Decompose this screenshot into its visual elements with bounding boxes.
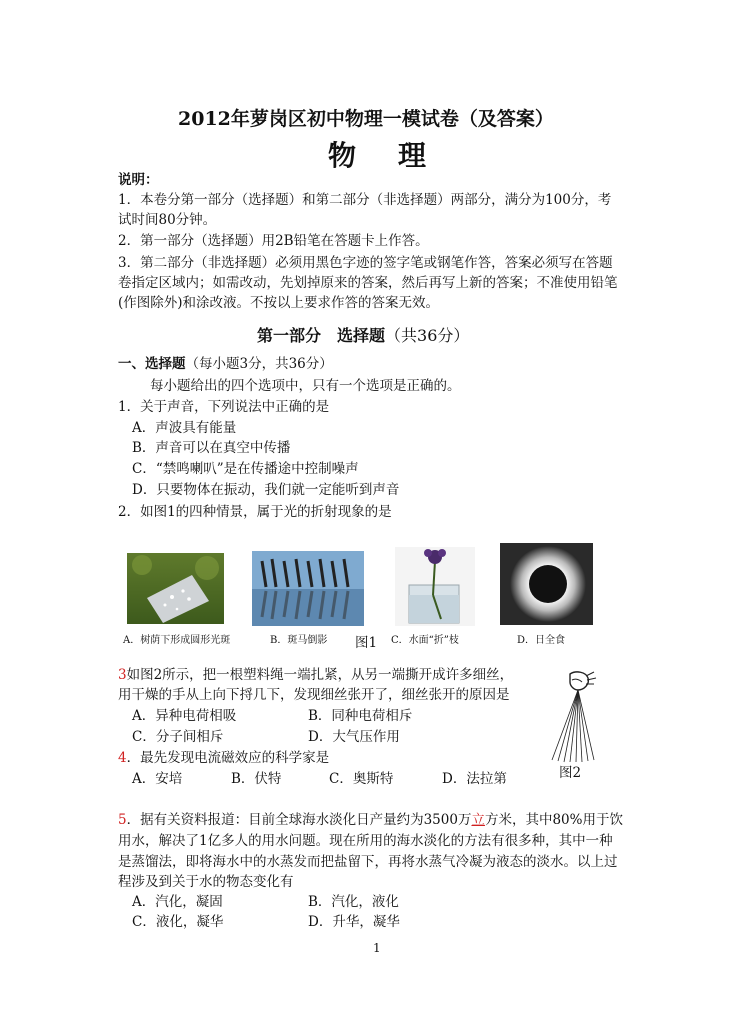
section1-instruction: 每小题给出的四个选项中，只有一个选项是正确的。 bbox=[150, 378, 461, 394]
q3-stem-1 bbox=[118, 665, 513, 685]
q5-stem-3: 是蒸馏法，即将海水中的水蒸发而把盐留下，再将水蒸气冷凝为液态的淡水。以上过 bbox=[118, 854, 618, 870]
section1-heading bbox=[118, 354, 333, 374]
section1-label: 一、选择题 bbox=[118, 356, 186, 372]
q5-stem-1 bbox=[118, 810, 623, 830]
figure1-bent-stick-image bbox=[395, 547, 475, 626]
q5-stem-2: 用水，解决了1亿多人的用水问题。现在所用的海水淡化的方法有很多种，其中一种 bbox=[118, 833, 613, 849]
q1-option-c: C．“禁鸣喇叭”是在传播途中控制噪声 bbox=[132, 461, 359, 477]
subject-char-1: 物 bbox=[328, 139, 357, 172]
q3-option-b: B．同种电荷相斥 bbox=[308, 708, 413, 724]
q2-stem: 2．如图1的四种情景，属于光的折射现象的是 bbox=[118, 504, 392, 520]
q5-stem-text-b: 方米，其中80%用于饮 bbox=[484, 812, 623, 828]
q1-option-b: B．声音可以在真空中传播 bbox=[132, 440, 291, 456]
q5-stem-4: 程涉及到关于水的物态变化有 bbox=[118, 874, 294, 890]
q3-stem-text: 如图2所示，把一根塑料绳一端扎紧，从另一端撕开成许多细丝， bbox=[126, 667, 514, 683]
notes-line-3c: (作图除外)和涂改液。不按以上要求作答的答案无效。 bbox=[118, 295, 440, 311]
part1-title: 第一部分 选择题 bbox=[257, 326, 386, 345]
q3-option-c: C．分子间相斥 bbox=[132, 729, 224, 745]
q4-option-d: D．法拉第 bbox=[442, 771, 507, 787]
part1-score: （共36分） bbox=[385, 326, 470, 345]
q5-option-b: B．汽化，液化 bbox=[308, 894, 399, 910]
figure1-caption-a: A．树荫下形成圆形光斑 bbox=[123, 635, 231, 646]
q5-option-c: C．液化，凝华 bbox=[132, 914, 224, 930]
figure2-plastic-strands-image bbox=[550, 668, 610, 764]
q3-number: 3 bbox=[118, 667, 127, 683]
notes-line-1: 1．本卷分第一部分（选择题）和第二部分（非选择题）两部分，满分为100分，考 bbox=[118, 192, 612, 208]
notes-heading: 说明： bbox=[118, 172, 159, 188]
q5-stem-red-char: 立 bbox=[471, 812, 485, 828]
q4-stem bbox=[118, 748, 329, 768]
page-number: 1 bbox=[373, 941, 381, 955]
subject-char-2: 理 bbox=[398, 139, 427, 172]
notes-line-3: 3．第二部分（非选择题）必须用黑色字迹的签字笔或钢笔作答，答案必须写在答题 bbox=[118, 255, 613, 271]
figure1-label: 图1 bbox=[355, 635, 378, 651]
figure1-solar-eclipse-image bbox=[500, 543, 593, 625]
q3-option-d: D．大气压作用 bbox=[308, 729, 400, 745]
q4-option-c: C．奥斯特 bbox=[329, 771, 394, 787]
q4-stem-text: ．最先发现电流磁效应的科学家是 bbox=[126, 750, 330, 766]
figure2-label: 图2 bbox=[559, 765, 582, 781]
q5-option-a: A．汽化，凝固 bbox=[132, 894, 223, 910]
figure1-caption-d: D．日全食 bbox=[517, 635, 566, 646]
q5-option-d: D．升华，凝华 bbox=[308, 914, 400, 930]
notes-line-1b: 试时间80分钟。 bbox=[118, 212, 217, 228]
q3-option-a: A．异种电荷相吸 bbox=[132, 708, 237, 724]
figure1-zebra-reflection-image bbox=[252, 551, 364, 626]
q1-stem: 1．关于声音，下列说法中正确的是 bbox=[118, 399, 330, 415]
q3-stem-2: 用干燥的手从上向下捋几下，发现细丝张开了，细丝张开的原因是 bbox=[118, 687, 510, 703]
figure1-caption-b: B．斑马倒影 bbox=[270, 635, 328, 646]
notes-line-2: 2．第一部分（选择题）用2B铅笔在答题卡上作答。 bbox=[118, 233, 429, 249]
page-title: 2012年萝岗区初中物理一模试卷（及答案） bbox=[178, 108, 554, 130]
part1-heading bbox=[257, 323, 469, 346]
notes-line-3b: 卷指定区域内；如需改动，先划掉原来的答案，然后再写上新的答案；不准使用铅笔 bbox=[118, 275, 618, 291]
q4-number: 4 bbox=[118, 750, 127, 766]
q1-option-d: D．只要物体在振动，我们就一定能听到声音 bbox=[132, 482, 400, 498]
q4-option-a: A．安培 bbox=[132, 771, 183, 787]
section1-detail: （每小题3分，共36分） bbox=[185, 356, 333, 372]
q1-option-a: A．声波具有能量 bbox=[132, 420, 237, 436]
q5-stem-text-a: ．据有关资料报道：目前全球海水淡化日产量约为3500万 bbox=[126, 812, 472, 828]
q4-option-b: B．伏特 bbox=[231, 771, 282, 787]
q5-number: 5 bbox=[118, 812, 127, 828]
figure1-caption-c: C．水面“折”枝 bbox=[391, 635, 459, 646]
figure1-tree-shade-image bbox=[127, 553, 224, 624]
